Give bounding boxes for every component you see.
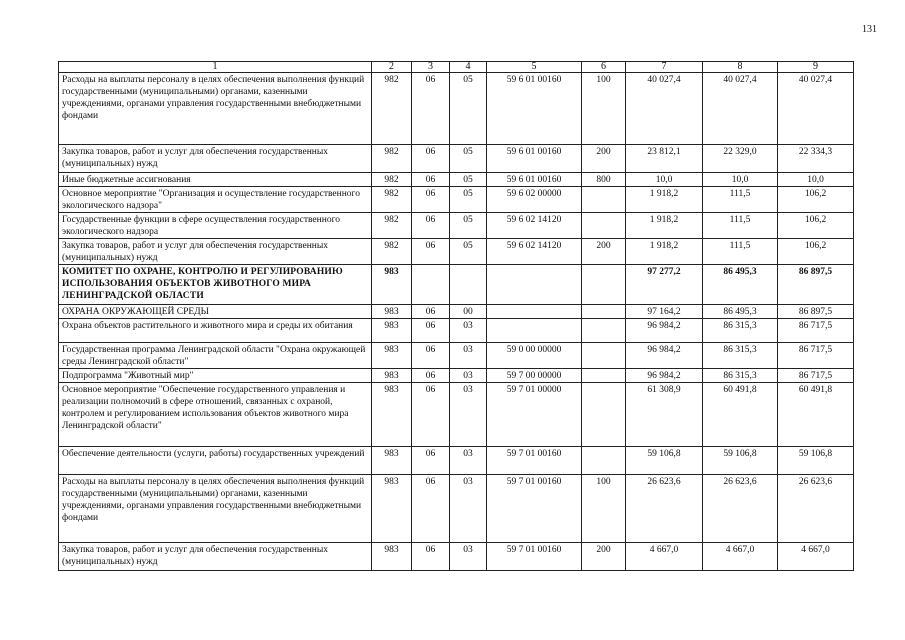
row-c4-cell: 05: [450, 213, 487, 239]
row-c5-cell: 59 6 02 14120: [487, 213, 582, 239]
row-name-cell: КОМИТЕТ ПО ОХРАНЕ, КОНТРОЛЮ И РЕГУЛИРОВАНИЮ ИСПОЛЬЗОВАНИЯ ОБЪЕКТОВ ЖИВОТНОГО МИРА ЛЕНИНГРАДСКОЙ ОБЛАСТИ: [59, 265, 372, 305]
row-c8-cell: 86 495,3: [703, 265, 778, 305]
row-c7-cell: 4 667,0: [626, 543, 703, 571]
row-name-cell: Иные бюджетные ассигнования: [59, 173, 372, 187]
row-c9-cell: 86 897,5: [778, 305, 854, 319]
row-c8-cell: 86 315,3: [703, 343, 778, 369]
row-c2-cell: 983: [372, 343, 412, 369]
row-c2-cell: 983: [372, 543, 412, 571]
row-c2-cell: 983: [372, 319, 412, 343]
row-c8-cell: 60 491,8: [703, 383, 778, 447]
table-row: [59, 173, 854, 187]
row-c5-cell: [487, 305, 582, 319]
row-c8-cell: 40 027,4: [703, 73, 778, 145]
row-c3-cell: 06: [412, 319, 450, 343]
row-c4-cell: 05: [450, 239, 487, 265]
row-c9-cell: 26 623,6: [778, 475, 854, 543]
row-c8-cell: 59 106,8: [703, 447, 778, 475]
row-c9-cell: 22 334,3: [778, 145, 854, 173]
row-c4-cell: 03: [450, 543, 487, 571]
row-c7-cell: 59 106,8: [626, 447, 703, 475]
row-c6-cell: [582, 265, 626, 305]
row-c3-cell: 06: [412, 145, 450, 173]
table-header-row: [59, 62, 854, 73]
row-name-cell: Обеспечение деятельности (услуги, работы) государственных учреждений: [59, 447, 372, 475]
row-c9-cell: 4 667,0: [778, 543, 854, 571]
row-c3-cell: 06: [412, 213, 450, 239]
row-c9-cell: 86 717,5: [778, 369, 854, 383]
row-c4-cell: 03: [450, 319, 487, 343]
row-c2-cell: 982: [372, 173, 412, 187]
row-c5-cell: 59 0 00 00000: [487, 343, 582, 369]
row-c6-cell: 200: [582, 543, 626, 571]
row-c6-cell: [582, 383, 626, 447]
row-c6-cell: [582, 343, 626, 369]
row-c8-cell: 10,0: [703, 173, 778, 187]
budget-table: [58, 61, 854, 571]
row-c4-cell: 00: [450, 305, 487, 319]
row-c9-cell: 10,0: [778, 173, 854, 187]
table-row: [59, 145, 854, 173]
row-c2-cell: 983: [372, 305, 412, 319]
column-header: 7: [626, 62, 703, 73]
row-c4-cell: 05: [450, 187, 487, 213]
row-name-cell: Расходы на выплаты персоналу в целях обеспечения выполнения функций государственными (муниципальными) органами, казенными учреждениями, органами управления государственными внебюджетными фондами: [59, 73, 372, 145]
row-name-cell: Основное мероприятие "Организация и осуществление государственного экологического надзора": [59, 187, 372, 213]
column-header: 2: [372, 62, 412, 73]
row-c3-cell: 06: [412, 343, 450, 369]
row-c5-cell: 59 6 01 00160: [487, 173, 582, 187]
table-row: [59, 187, 854, 213]
row-c2-cell: 983: [372, 369, 412, 383]
row-c9-cell: 106,2: [778, 213, 854, 239]
row-c4-cell: 05: [450, 73, 487, 145]
column-header: 4: [450, 62, 487, 73]
row-c6-cell: 200: [582, 145, 626, 173]
table-row: [59, 383, 854, 447]
row-c3-cell: 06: [412, 187, 450, 213]
table-row: [59, 239, 854, 265]
row-c6-cell: 100: [582, 73, 626, 145]
row-c2-cell: 983: [372, 265, 412, 305]
row-c7-cell: 1 918,2: [626, 213, 703, 239]
row-c5-cell: 59 6 02 00000: [487, 187, 582, 213]
row-c5-cell: [487, 319, 582, 343]
row-c5-cell: 59 6 01 00160: [487, 73, 582, 145]
row-c9-cell: 59 106,8: [778, 447, 854, 475]
row-name-cell: Охрана объектов растительного и животного мира и среды их обитания: [59, 319, 372, 343]
row-c5-cell: 59 7 01 00160: [487, 543, 582, 571]
row-c5-cell: 59 7 01 00160: [487, 475, 582, 543]
column-header: 3: [412, 62, 450, 73]
row-c2-cell: 982: [372, 145, 412, 173]
row-c6-cell: [582, 305, 626, 319]
row-c7-cell: 1 918,2: [626, 187, 703, 213]
row-c4-cell: 05: [450, 173, 487, 187]
row-c7-cell: 96 984,2: [626, 369, 703, 383]
row-c3-cell: 06: [412, 173, 450, 187]
row-c9-cell: 86 717,5: [778, 343, 854, 369]
row-c8-cell: 26 623,6: [703, 475, 778, 543]
row-c7-cell: 61 308,9: [626, 383, 703, 447]
row-c8-cell: 86 315,3: [703, 369, 778, 383]
row-c4-cell: 05: [450, 145, 487, 173]
row-c6-cell: 200: [582, 239, 626, 265]
row-c9-cell: 106,2: [778, 239, 854, 265]
row-c7-cell: 26 623,6: [626, 475, 703, 543]
row-c4-cell: 03: [450, 383, 487, 447]
column-header: 6: [582, 62, 626, 73]
row-c7-cell: 23 812,1: [626, 145, 703, 173]
row-c6-cell: [582, 369, 626, 383]
row-name-cell: ОХРАНА ОКРУЖАЮЩЕЙ СРЕДЫ: [59, 305, 372, 319]
row-c2-cell: 982: [372, 213, 412, 239]
row-c3-cell: 06: [412, 239, 450, 265]
row-c8-cell: 4 667,0: [703, 543, 778, 571]
row-c4-cell: [450, 265, 487, 305]
row-c5-cell: 59 7 00 00000: [487, 369, 582, 383]
column-header: 5: [487, 62, 582, 73]
row-c7-cell: 1 918,2: [626, 239, 703, 265]
row-c4-cell: 03: [450, 475, 487, 543]
row-c7-cell: 96 984,2: [626, 319, 703, 343]
row-c2-cell: 983: [372, 475, 412, 543]
row-c3-cell: 06: [412, 369, 450, 383]
table-row: [59, 369, 854, 383]
row-c5-cell: 59 7 01 00160: [487, 447, 582, 475]
row-c8-cell: 86 495,3: [703, 305, 778, 319]
row-c6-cell: 100: [582, 475, 626, 543]
row-name-cell: Закупка товаров, работ и услуг для обеспечения государственных (муниципальных) нужд: [59, 239, 372, 265]
row-c3-cell: 06: [412, 383, 450, 447]
row-c7-cell: 40 027,4: [626, 73, 703, 145]
row-c7-cell: 10,0: [626, 173, 703, 187]
row-name-cell: Подпрограмма "Животный мир": [59, 369, 372, 383]
row-c7-cell: 97 277,2: [626, 265, 703, 305]
row-c4-cell: 03: [450, 447, 487, 475]
row-c9-cell: 106,2: [778, 187, 854, 213]
row-c2-cell: 982: [372, 239, 412, 265]
row-c8-cell: 86 315,3: [703, 319, 778, 343]
row-c5-cell: [487, 265, 582, 305]
row-c2-cell: 983: [372, 383, 412, 447]
row-c8-cell: 22 329,0: [703, 145, 778, 173]
row-c7-cell: 96 984,2: [626, 343, 703, 369]
row-c6-cell: [582, 319, 626, 343]
table-row: [59, 213, 854, 239]
row-c3-cell: 06: [412, 475, 450, 543]
row-name-cell: Расходы на выплаты персоналу в целях обеспечения выполнения функций государственными (муниципальными) органами, казенными учреждениями, органами управления государственными внебюджетными фондами: [59, 475, 372, 543]
row-name-cell: Государственная программа Ленинградской области "Охрана окружающей среды Ленинградской области": [59, 343, 372, 369]
table-row: [59, 265, 854, 305]
row-c3-cell: 06: [412, 73, 450, 145]
row-c3-cell: 06: [412, 305, 450, 319]
row-c2-cell: 983: [372, 447, 412, 475]
row-c5-cell: 59 6 02 14120: [487, 239, 582, 265]
table-row: [59, 447, 854, 475]
row-c3-cell: 06: [412, 543, 450, 571]
row-c3-cell: 06: [412, 447, 450, 475]
column-header: 8: [703, 62, 778, 73]
row-c5-cell: 59 6 01 00160: [487, 145, 582, 173]
column-header: 9: [778, 62, 854, 73]
row-c8-cell: 111,5: [703, 187, 778, 213]
row-c4-cell: 03: [450, 343, 487, 369]
row-c6-cell: [582, 447, 626, 475]
row-c9-cell: 86 897,5: [778, 265, 854, 305]
row-name-cell: Основное мероприятие "Обеспечение государственного управления и реализации полномочий в сфере отношений, связанных с охраной, контролем и регулированием использования объектов животного мира Ленинградской области": [59, 383, 372, 447]
row-c9-cell: 60 491,8: [778, 383, 854, 447]
page-number: 131: [862, 24, 877, 35]
row-c6-cell: [582, 213, 626, 239]
row-c8-cell: 111,5: [703, 213, 778, 239]
row-c6-cell: [582, 187, 626, 213]
table-row: [59, 543, 854, 571]
row-c9-cell: 86 717,5: [778, 319, 854, 343]
row-c5-cell: 59 7 01 00000: [487, 383, 582, 447]
table-row: [59, 73, 854, 145]
table-row: [59, 305, 854, 319]
row-name-cell: Государственные функции в сфере осуществления государственного экологического надзора: [59, 213, 372, 239]
table-row: [59, 475, 854, 543]
row-name-cell: Закупка товаров, работ и услуг для обеспечения государственных (муниципальных) нужд: [59, 145, 372, 173]
row-c2-cell: 982: [372, 187, 412, 213]
row-c4-cell: 03: [450, 369, 487, 383]
row-c3-cell: [412, 265, 450, 305]
row-c2-cell: 982: [372, 73, 412, 145]
row-c9-cell: 40 027,4: [778, 73, 854, 145]
row-c8-cell: 111,5: [703, 239, 778, 265]
row-c6-cell: 800: [582, 173, 626, 187]
row-name-cell: Закупка товаров, работ и услуг для обеспечения государственных (муниципальных) нужд: [59, 543, 372, 571]
table-row: [59, 319, 854, 343]
table-row: [59, 343, 854, 369]
row-c7-cell: 97 164,2: [626, 305, 703, 319]
column-header: 1: [59, 62, 372, 73]
